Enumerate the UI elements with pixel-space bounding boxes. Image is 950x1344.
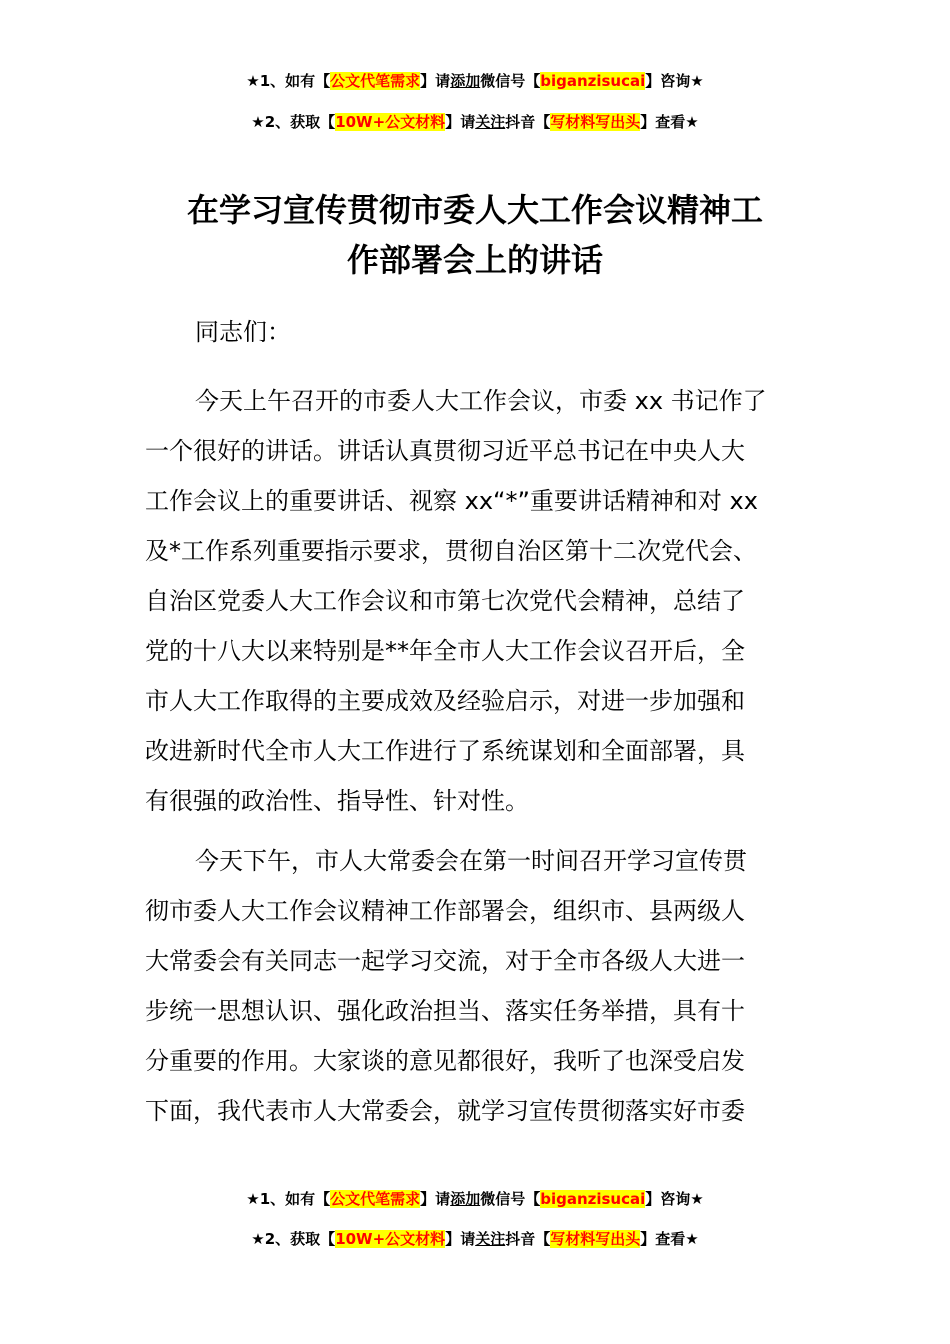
paragraph-line: 改进新时代全市人大工作进行了系统谋划和全面部署，具: [145, 737, 745, 765]
title-line-2: 作部署会上的讲话: [346, 241, 603, 279]
promo-text: 抖音【: [505, 113, 551, 131]
greeting: [145, 307, 810, 357]
promo-wechat-id: biganzisucai: [540, 1190, 646, 1208]
promo-line-1-footer: [0, 1188, 950, 1210]
greeting-text: 同志们：: [195, 318, 291, 346]
promo-text: 】咨询★: [645, 72, 704, 90]
paragraph-line: 市人大工作取得的主要成效及经验启示，对进一步加强和: [145, 687, 745, 715]
promo-text: 】请: [420, 72, 451, 90]
promo-text: 】请: [445, 113, 476, 131]
promo-highlight: 公文代笔需求: [330, 1190, 421, 1208]
paragraph-1: [145, 376, 810, 826]
paragraph-line: 有很强的政治性、指导性、针对性。: [145, 787, 529, 815]
title-line-1: 在学习宣传贯彻市委人大工作会议精神工: [186, 191, 763, 229]
paragraph-line: 步统一思想认识、强化政治担当、落实任务举措，具有十: [145, 997, 745, 1025]
promo-highlight: 10W+公文材料: [335, 1230, 446, 1248]
promo-emphasis: 添加: [450, 72, 481, 90]
paragraph-2: [145, 836, 810, 1136]
paragraph-line: 下面，我代表市人大常委会，就学习宣传贯彻落实好市委: [145, 1097, 745, 1125]
promo-emphasis: 关注: [475, 113, 506, 131]
paragraph-line: 今天下午，市人大常委会在第一时间召开学习宣传贯: [195, 847, 747, 875]
promo-text: 微信号【: [480, 1190, 541, 1208]
promo-line-1: [0, 70, 950, 92]
promo-text: 微信号【: [480, 72, 541, 90]
promo-text: 抖音【: [505, 1230, 551, 1248]
promo-emphasis: 添加: [450, 1190, 481, 1208]
paragraph-line: 一个很好的讲话。讲话认真贯彻习近平总书记在中央人大: [145, 437, 745, 465]
promo-text: ★1、如有【: [246, 72, 331, 90]
paragraph-line: 自治区党委人大工作会议和市第七次党代会精神，总结了: [145, 587, 745, 615]
promo-text: ★2、获取【: [251, 113, 336, 131]
paragraph-line: 分重要的作用。大家谈的意见都很好，我听了也深受启发: [145, 1047, 745, 1075]
promo-line-2: [0, 111, 950, 133]
promo-text: 】查看★: [640, 1230, 699, 1248]
promo-text: ★1、如有【: [246, 1190, 331, 1208]
promo-text: 】请: [445, 1230, 476, 1248]
paragraph-line: 工作会议上的重要讲话、视察 xx“*”重要讲话精神和对 xx: [145, 487, 758, 515]
document-title: [140, 185, 810, 285]
promo-highlight: 10W+公文材料: [335, 113, 446, 131]
paragraph-line: 大常委会有关同志一起学习交流，对于全市各级人大进一: [145, 947, 745, 975]
promo-wechat-id: biganzisucai: [540, 72, 646, 90]
promo-text: 】查看★: [640, 113, 699, 131]
promo-highlight: 公文代笔需求: [330, 72, 421, 90]
promo-douyin-id: 写材料写出头: [550, 1230, 641, 1248]
promo-text: 】请: [420, 1190, 451, 1208]
promo-text: ★2、获取【: [251, 1230, 336, 1248]
promo-text: 】咨询★: [645, 1190, 704, 1208]
paragraph-line: 党的十八大以来特别是**年全市人大工作会议召开后，全: [145, 637, 745, 665]
promo-line-2-footer: [0, 1228, 950, 1250]
paragraph-line: 彻市委人大工作会议精神工作部署会，组织市、县两级人: [145, 897, 745, 925]
paragraph-line: 今天上午召开的市委人大工作会议，市委 xx 书记作了: [195, 387, 767, 415]
paragraph-line: 及*工作系列重要指示要求，贯彻自治区第十二次党代会、: [145, 537, 757, 565]
promo-douyin-id: 写材料写出头: [550, 113, 641, 131]
promo-emphasis: 关注: [475, 1230, 506, 1248]
